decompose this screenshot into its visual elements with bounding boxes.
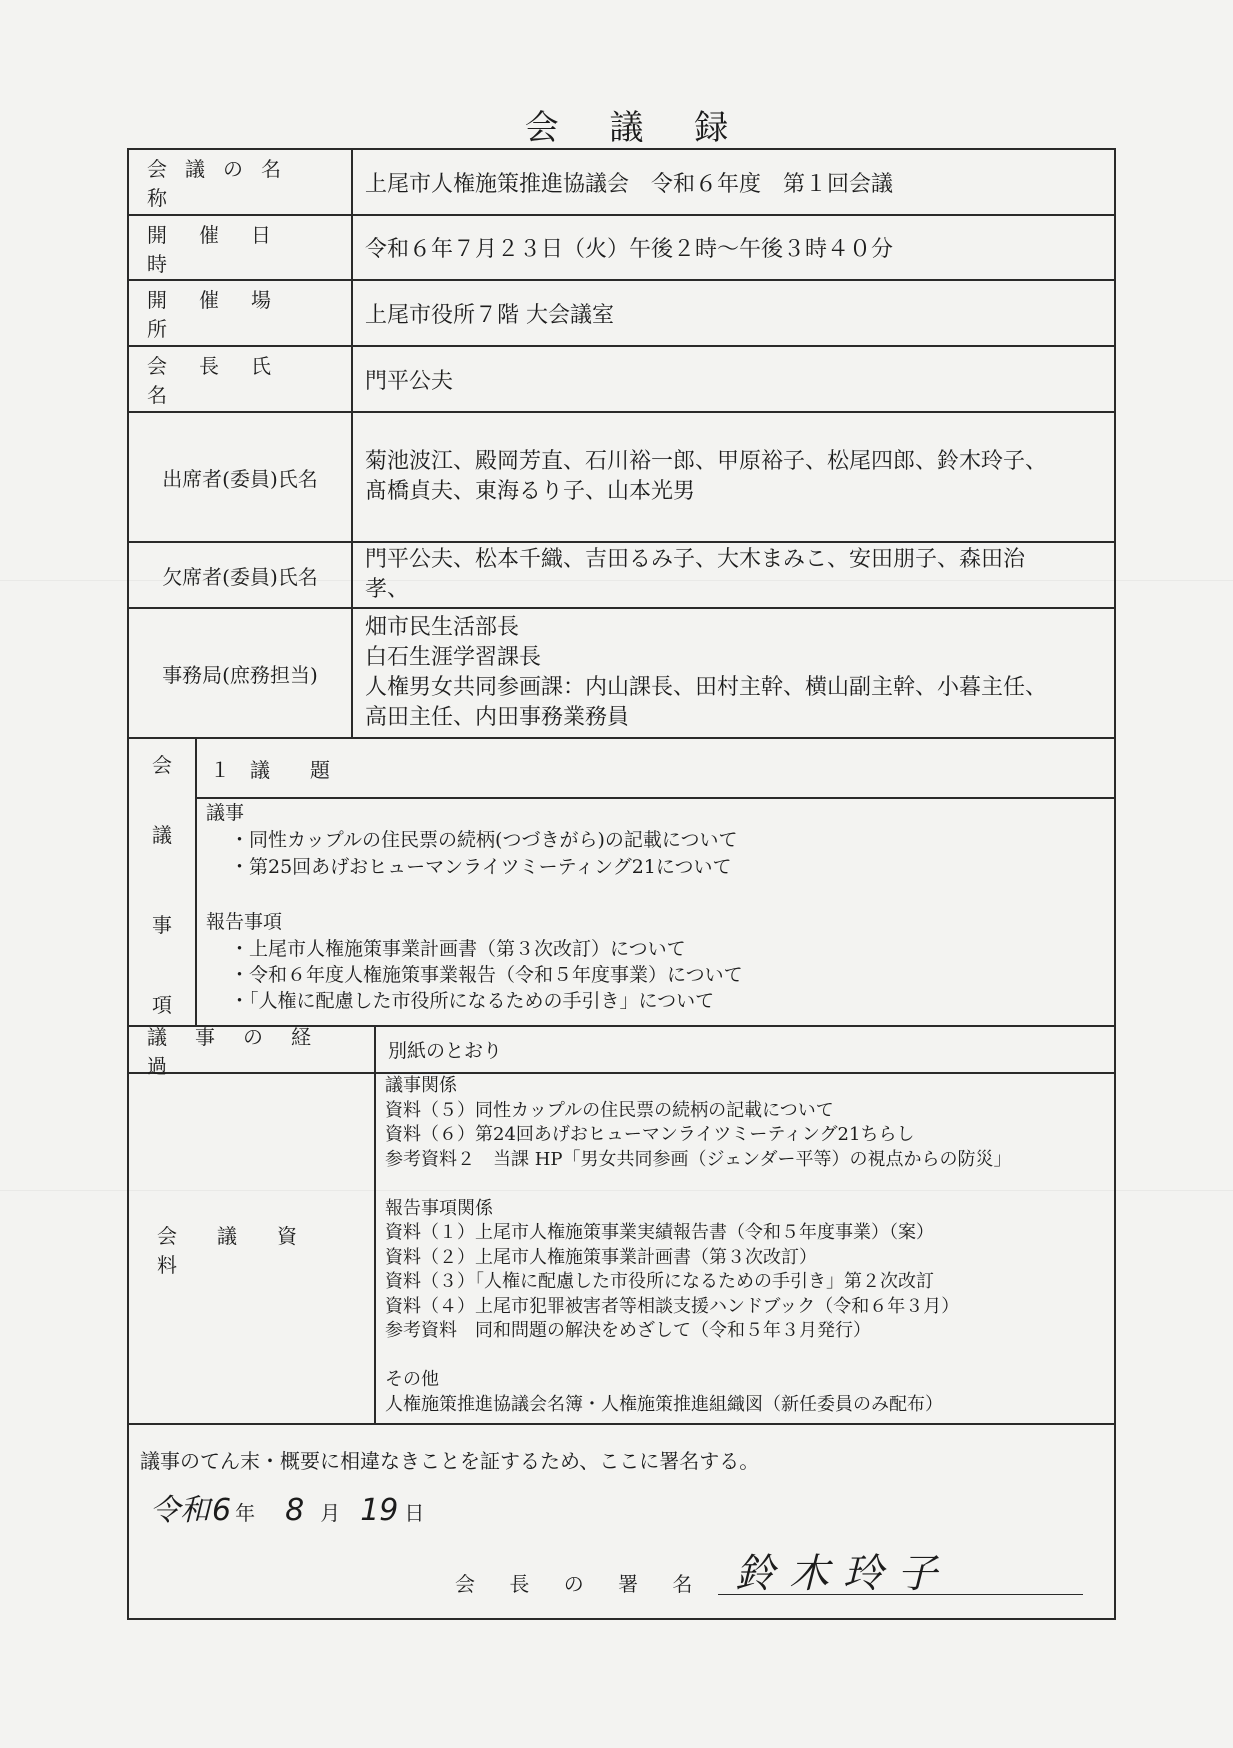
row-label-materials	[129, 1074, 374, 1423]
materials-value	[385, 1074, 1113, 1423]
date-day-unit: 日	[404, 1501, 425, 1525]
date-era: 令和	[150, 1493, 210, 1528]
label-text: 出席者(委員)氏名	[162, 466, 318, 491]
agenda-item: ・同性カップルの住民票の続柄(つづきがら)の記載について	[230, 829, 738, 851]
datetime-value: 令和６年７月２３日（火）午後２時～午後３時４０分	[365, 237, 894, 262]
agenda-report-item: ・令和６年度人権施策事業報告（令和５年度事業）について	[230, 964, 743, 986]
side-char: 会	[152, 753, 172, 777]
label-text: 会長氏名	[147, 354, 303, 407]
materials-line: 資料（４）上尾市犯罪被害者等相談支援ハンドブック（令和６年３月）	[385, 1295, 960, 1317]
row-label-chair	[129, 347, 351, 411]
meeting-name-value: 上尾市人権施策推進協議会 令和６年度 第１回会議	[365, 171, 894, 197]
place-value: 上尾市役所７階 大会議室	[365, 302, 614, 328]
secretariat-value	[353, 609, 1113, 737]
date-year-unit: 年	[235, 1501, 256, 1525]
label-text: 議事の経過	[147, 1024, 339, 1078]
label-text: 欠席者(委員)氏名	[162, 564, 318, 589]
materials-line: 資料（２）上尾市人権施策事業計画書（第３次改訂）	[385, 1246, 817, 1268]
materials-line	[385, 1344, 1113, 1369]
absentees-line: 孝、	[365, 577, 410, 602]
side-char: 項	[152, 993, 172, 1017]
agenda-items-heading: 議事	[206, 802, 245, 824]
materials-line	[385, 1172, 1113, 1197]
materials-line: 資料（１）上尾市人権施策事業実績報告書（令和５年度事業）（案）	[385, 1222, 934, 1243]
agenda-body	[206, 800, 1106, 1022]
materials-line: 資料（６）第24回あげおヒューマンライツミーティング21ちらし	[385, 1124, 915, 1145]
side-char: 議	[152, 823, 172, 847]
secretariat-line: 畑市民生活部長	[365, 615, 520, 640]
row-label-attendees	[129, 413, 351, 541]
label-text: 会議の名称	[147, 157, 299, 210]
date-month-unit: 月	[320, 1501, 341, 1525]
materials-line: 報告事項関係	[385, 1197, 493, 1219]
agenda-report-item: ・上尾市人権施策事業計画書（第３次改訂）について	[230, 938, 686, 960]
label-text: 開催場所	[147, 288, 303, 341]
date-year: 6	[212, 1493, 232, 1528]
certification-date	[150, 1485, 750, 1535]
chair-value: 門平公夫	[365, 368, 454, 394]
progress-value: 別紙のとおり	[388, 1040, 503, 1062]
label-text: 事務局(庶務担当)	[162, 662, 318, 687]
label-text: 開催日時	[147, 222, 303, 276]
materials-line: その他	[385, 1369, 439, 1390]
agenda-reports-heading: 報告事項	[206, 911, 283, 933]
secretariat-line: 高田主任、内田事務業務員	[365, 705, 630, 730]
attendees-line: 髙橋貞夫、東海るり子、山本光男	[365, 479, 696, 504]
agenda-report-item: ・「人権に配慮した市役所になるための手引き」について	[230, 990, 715, 1012]
label-text: 会議資料	[157, 1223, 337, 1277]
absentees-value	[353, 543, 1113, 607]
agenda-side-label	[129, 739, 195, 1025]
materials-line: 資料（５）同性カップルの住民票の続柄の記載について	[385, 1099, 834, 1121]
row-label-meeting-name	[129, 150, 351, 214]
secretariat-line: 人権男女共同参画課：内山課長、田村主幹、横山副主幹、小暮主任、	[365, 675, 1048, 700]
row-label-place	[129, 281, 351, 345]
attendees-line: 菊池波江、殿岡芳直、石川裕一郎、甲原裕子、松尾四郎、鈴木玲子、	[365, 449, 1048, 474]
side-char: 事	[152, 913, 172, 937]
row-label-absentees	[129, 543, 351, 607]
signature-label: 会 長 の 署 名	[455, 1572, 707, 1596]
row-label-datetime	[129, 216, 351, 279]
signature-line	[718, 1594, 1083, 1595]
certification-statement: 議事のてん末・概要に相違なきことを証するため、ここに署名する。	[140, 1449, 760, 1473]
secretariat-line: 白石生涯学習課長	[365, 645, 542, 670]
attendees-value	[353, 413, 1113, 541]
chair-signature: 鈴木玲子	[735, 1551, 951, 1597]
materials-line: 参考資料 同和問題の解決をめざして（令和５年３月発行）	[385, 1320, 871, 1341]
date-day: 19	[360, 1493, 399, 1528]
date-month: 8	[285, 1493, 305, 1528]
materials-line: 議事関係	[385, 1075, 457, 1096]
row-label-progress	[129, 1024, 374, 1078]
materials-line: 参考資料２ 当課 HP「男女共同参画（ジェンダー平等）の視点からの防災」	[385, 1148, 1012, 1170]
absentees-line: 門平公夫、松本千織、吉田るみ子、大木まみこ、安田朋子、森田治	[365, 547, 1026, 572]
agenda-item: ・第25回あげおヒューマンライツミーティング21について	[230, 856, 732, 878]
agenda-header: １ 議 題	[210, 757, 330, 782]
materials-line: 資料（３）「人権に配慮した市役所になるための手引き」第２次改訂	[385, 1271, 934, 1292]
materials-line: 人権施策推進協議会名簿・人権施策推進組織図（新任委員のみ配布）	[385, 1393, 943, 1415]
row-label-secretariat	[129, 609, 351, 737]
page-title: 会 議 録	[524, 108, 749, 148]
